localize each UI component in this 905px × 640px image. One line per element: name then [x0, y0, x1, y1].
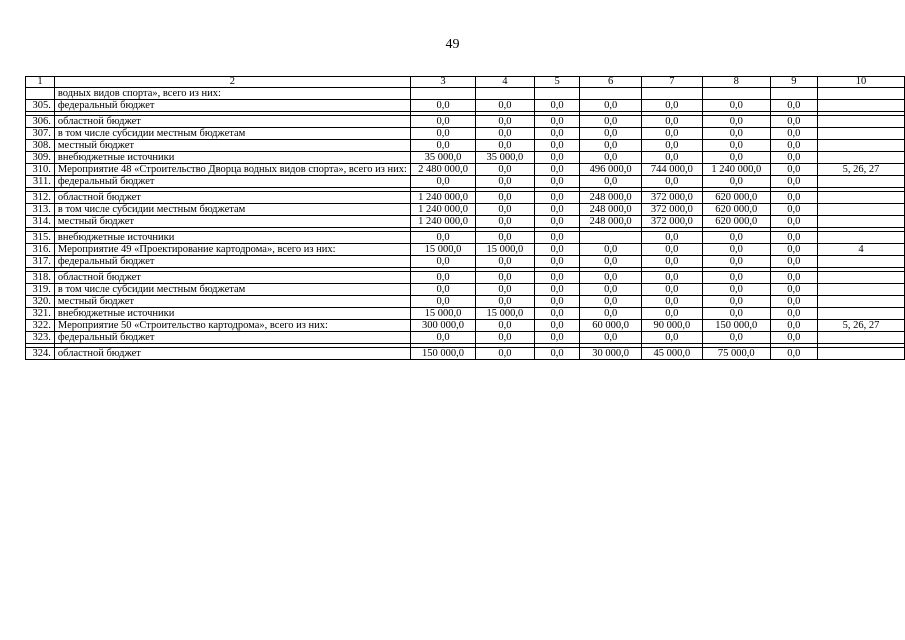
amount-cell: 0,0	[702, 272, 770, 284]
row-name: местный бюджет	[54, 140, 410, 152]
row-name: федеральный бюджет	[54, 332, 410, 344]
column-header: 1	[26, 77, 55, 88]
page-number: 49	[445, 37, 460, 52]
amount-cell: 0,0	[534, 232, 580, 244]
row-number: 313.	[26, 204, 55, 216]
amount-cell: 0,0	[534, 272, 580, 284]
amount-cell: 0,0	[702, 152, 770, 164]
amount-cell: 0,0	[770, 320, 817, 332]
amount-cell: 620 000,0	[702, 216, 770, 228]
amount-cell: 248 000,0	[580, 204, 641, 216]
column-header: 10	[817, 77, 904, 88]
row-name: областной бюджет	[54, 116, 410, 128]
amount-cell: 0,0	[534, 216, 580, 228]
amount-cell: 0,0	[770, 296, 817, 308]
amount-cell: 0,0	[770, 192, 817, 204]
column-header: 6	[580, 77, 641, 88]
amount-cell: 0,0	[410, 284, 475, 296]
row-number: 318.	[26, 272, 55, 284]
amount-cell: 0,0	[770, 308, 817, 320]
amount-cell: 0,0	[410, 296, 475, 308]
amount-cell: 1 240 000,0	[410, 216, 475, 228]
row-name: водных видов спорта», всего из них:	[54, 88, 410, 100]
column-header: 2	[54, 77, 410, 88]
table-row	[26, 152, 905, 164]
row-number	[26, 88, 55, 100]
amount-cell: 0,0	[534, 116, 580, 128]
amount-cell: 0,0	[534, 320, 580, 332]
amount-cell: 0,0	[476, 256, 535, 268]
reference-cell	[817, 140, 904, 152]
table-row	[26, 140, 905, 152]
row-name: в том числе субсидии местным бюджетам	[54, 204, 410, 216]
column-header: 9	[770, 77, 817, 88]
table-row	[26, 176, 905, 188]
amount-cell: 0,0	[410, 232, 475, 244]
amount-cell: 0,0	[770, 152, 817, 164]
table-row	[26, 296, 905, 308]
reference-cell: 4	[817, 244, 904, 256]
row-number: 317.	[26, 256, 55, 268]
amount-cell: 0,0	[702, 116, 770, 128]
amount-cell: 0,0	[580, 332, 641, 344]
amount-cell: 0,0	[580, 140, 641, 152]
amount-cell: 0,0	[770, 232, 817, 244]
amount-cell: 0,0	[534, 244, 580, 256]
amount-cell: 0,0	[476, 332, 535, 344]
amount-cell: 0,0	[641, 116, 702, 128]
amount-cell: 0,0	[534, 128, 580, 140]
row-name: в том числе субсидии местным бюджетам	[54, 284, 410, 296]
reference-cell	[817, 308, 904, 320]
amount-cell: 372 000,0	[641, 216, 702, 228]
amount-cell: 0,0	[641, 128, 702, 140]
amount-cell: 0,0	[476, 192, 535, 204]
table-row	[26, 216, 905, 228]
amount-cell: 0,0	[534, 192, 580, 204]
row-number: 315.	[26, 232, 55, 244]
amount-cell: 0,0	[476, 320, 535, 332]
amount-cell: 0,0	[770, 128, 817, 140]
table-row	[26, 204, 905, 216]
reference-cell: 5, 26, 27	[817, 164, 904, 176]
amount-cell: 0,0	[534, 176, 580, 188]
reference-cell	[817, 256, 904, 268]
table-row	[26, 320, 905, 332]
amount-cell: 0,0	[580, 152, 641, 164]
amount-cell: 0,0	[580, 116, 641, 128]
row-number: 309.	[26, 152, 55, 164]
amount-cell: 150 000,0	[410, 348, 475, 360]
amount-cell: 0,0	[580, 176, 641, 188]
row-name: областной бюджет	[54, 348, 410, 360]
amount-cell: 0,0	[476, 296, 535, 308]
amount-cell: 0,0	[534, 256, 580, 268]
amount-cell: 372 000,0	[641, 192, 702, 204]
amount-cell: 0,0	[702, 128, 770, 140]
amount-cell: 0,0	[770, 164, 817, 176]
amount-cell: 0,0	[770, 284, 817, 296]
column-header: 8	[702, 77, 770, 88]
column-header: 3	[410, 77, 475, 88]
table-row	[26, 272, 905, 284]
amount-cell: 0,0	[410, 116, 475, 128]
amount-cell: 0,0	[476, 284, 535, 296]
amount-cell	[580, 232, 641, 244]
reference-cell	[817, 128, 904, 140]
amount-cell: 1 240 000,0	[702, 164, 770, 176]
row-number: 319.	[26, 284, 55, 296]
column-header: 4	[476, 77, 535, 88]
amount-cell: 90 000,0	[641, 320, 702, 332]
amount-cell: 0,0	[702, 256, 770, 268]
amount-cell: 1 240 000,0	[410, 204, 475, 216]
reference-cell	[817, 272, 904, 284]
amount-cell: 0,0	[702, 232, 770, 244]
table-row	[26, 284, 905, 296]
amount-cell: 0,0	[476, 232, 535, 244]
amount-cell: 0,0	[580, 308, 641, 320]
amount-cell: 0,0	[702, 100, 770, 112]
row-number: 324.	[26, 348, 55, 360]
amount-cell: 248 000,0	[580, 216, 641, 228]
amount-cell: 0,0	[641, 232, 702, 244]
amount-cell: 496 000,0	[580, 164, 641, 176]
amount-cell: 15 000,0	[476, 244, 535, 256]
reference-cell	[817, 284, 904, 296]
table-row	[26, 332, 905, 344]
reference-cell	[817, 232, 904, 244]
column-header: 5	[534, 77, 580, 88]
row-name: Мероприятие 49 «Проектирование картодрома», всего из них:	[54, 244, 410, 256]
amount-cell: 0,0	[580, 296, 641, 308]
amount-cell: 0,0	[476, 216, 535, 228]
amount-cell: 1 240 000,0	[410, 192, 475, 204]
amount-cell: 0,0	[580, 244, 641, 256]
amount-cell: 0,0	[476, 128, 535, 140]
amount-cell: 0,0	[770, 116, 817, 128]
table-row	[26, 192, 905, 204]
amount-cell: 0,0	[534, 100, 580, 112]
row-name: областной бюджет	[54, 192, 410, 204]
reference-cell	[817, 296, 904, 308]
row-name: внебюджетные источники	[54, 152, 410, 164]
amount-cell: 0,0	[534, 140, 580, 152]
amount-cell: 0,0	[641, 296, 702, 308]
amount-cell: 0,0	[770, 348, 817, 360]
amount-cell: 0,0	[702, 308, 770, 320]
amount-cell: 0,0	[641, 152, 702, 164]
reference-cell: 5, 26, 27	[817, 320, 904, 332]
amount-cell: 35 000,0	[410, 152, 475, 164]
amount-cell: 0,0	[641, 140, 702, 152]
amount-cell: 2 480 000,0	[410, 164, 475, 176]
table-row	[26, 100, 905, 112]
amount-cell: 0,0	[410, 100, 475, 112]
row-name: местный бюджет	[54, 216, 410, 228]
amount-cell: 0,0	[410, 256, 475, 268]
amount-cell: 0,0	[641, 256, 702, 268]
row-number: 306.	[26, 116, 55, 128]
row-name: федеральный бюджет	[54, 100, 410, 112]
amount-cell	[476, 88, 535, 100]
amount-cell: 0,0	[641, 176, 702, 188]
amount-cell: 0,0	[476, 348, 535, 360]
amount-cell: 0,0	[580, 128, 641, 140]
row-number: 314.	[26, 216, 55, 228]
amount-cell: 0,0	[702, 140, 770, 152]
amount-cell: 45 000,0	[641, 348, 702, 360]
table-row	[26, 348, 905, 360]
reference-cell	[817, 216, 904, 228]
amount-cell: 0,0	[702, 244, 770, 256]
amount-cell: 0,0	[534, 332, 580, 344]
amount-cell: 0,0	[641, 244, 702, 256]
reference-cell	[817, 176, 904, 188]
amount-cell	[770, 88, 817, 100]
row-number: 320.	[26, 296, 55, 308]
amount-cell: 0,0	[702, 284, 770, 296]
reference-cell	[817, 332, 904, 344]
amount-cell: 0,0	[580, 256, 641, 268]
row-number: 321.	[26, 308, 55, 320]
table-row	[26, 116, 905, 128]
amount-cell: 0,0	[580, 284, 641, 296]
amount-cell: 744 000,0	[641, 164, 702, 176]
amount-cell: 620 000,0	[702, 204, 770, 216]
row-name: Мероприятие 50 «Строительство картодрома», всего из них:	[54, 320, 410, 332]
amount-cell: 0,0	[476, 100, 535, 112]
amount-cell: 30 000,0	[580, 348, 641, 360]
amount-cell: 0,0	[770, 100, 817, 112]
amount-cell: 0,0	[702, 332, 770, 344]
reference-cell	[817, 88, 904, 100]
row-name: местный бюджет	[54, 296, 410, 308]
amount-cell: 0,0	[702, 296, 770, 308]
amount-cell: 150 000,0	[702, 320, 770, 332]
row-number: 308.	[26, 140, 55, 152]
amount-cell: 0,0	[476, 176, 535, 188]
amount-cell: 0,0	[476, 204, 535, 216]
row-name: внебюджетные источники	[54, 232, 410, 244]
amount-cell: 0,0	[410, 128, 475, 140]
amount-cell: 300 000,0	[410, 320, 475, 332]
amount-cell: 75 000,0	[702, 348, 770, 360]
row-number: 322.	[26, 320, 55, 332]
reference-cell	[817, 204, 904, 216]
amount-cell: 0,0	[476, 140, 535, 152]
amount-cell: 0,0	[534, 204, 580, 216]
amount-cell	[641, 88, 702, 100]
column-header: 7	[641, 77, 702, 88]
amount-cell: 0,0	[641, 284, 702, 296]
amount-cell: 620 000,0	[702, 192, 770, 204]
amount-cell: 0,0	[770, 140, 817, 152]
budget-table	[25, 76, 905, 360]
amount-cell	[580, 88, 641, 100]
amount-cell: 0,0	[534, 284, 580, 296]
amount-cell: 15 000,0	[476, 308, 535, 320]
row-number: 316.	[26, 244, 55, 256]
amount-cell: 0,0	[770, 216, 817, 228]
amount-cell: 372 000,0	[641, 204, 702, 216]
amount-cell: 0,0	[534, 348, 580, 360]
amount-cell: 0,0	[410, 332, 475, 344]
amount-cell: 0,0	[580, 272, 641, 284]
amount-cell: 0,0	[410, 272, 475, 284]
row-name: федеральный бюджет	[54, 256, 410, 268]
table-row	[26, 232, 905, 244]
table-row	[26, 128, 905, 140]
amount-cell: 0,0	[770, 256, 817, 268]
amount-cell: 15 000,0	[410, 308, 475, 320]
row-name: областной бюджет	[54, 272, 410, 284]
amount-cell: 0,0	[641, 308, 702, 320]
row-number: 305.	[26, 100, 55, 112]
reference-cell	[817, 192, 904, 204]
amount-cell: 0,0	[641, 272, 702, 284]
amount-cell	[702, 88, 770, 100]
amount-cell: 0,0	[534, 152, 580, 164]
table-row	[26, 308, 905, 320]
row-name: внебюджетные источники	[54, 308, 410, 320]
amount-cell: 0,0	[770, 204, 817, 216]
amount-cell: 0,0	[770, 244, 817, 256]
table-row	[26, 88, 905, 100]
amount-cell: 0,0	[770, 272, 817, 284]
table-row	[26, 244, 905, 256]
reference-cell	[817, 152, 904, 164]
amount-cell: 0,0	[770, 332, 817, 344]
amount-cell: 35 000,0	[476, 152, 535, 164]
amount-cell: 0,0	[702, 176, 770, 188]
row-name: федеральный бюджет	[54, 176, 410, 188]
row-number: 312.	[26, 192, 55, 204]
row-number: 323.	[26, 332, 55, 344]
amount-cell: 0,0	[580, 100, 641, 112]
table-body	[26, 88, 905, 360]
table-header-row	[26, 77, 905, 88]
row-name: Мероприятие 48 «Строительство Дворца водных видов спорта», всего из них:	[54, 164, 410, 176]
reference-cell	[817, 100, 904, 112]
table-row	[26, 256, 905, 268]
reference-cell	[817, 348, 904, 360]
amount-cell: 0,0	[476, 116, 535, 128]
amount-cell: 248 000,0	[580, 192, 641, 204]
amount-cell: 0,0	[534, 308, 580, 320]
table-row	[26, 164, 905, 176]
amount-cell: 0,0	[641, 332, 702, 344]
amount-cell: 0,0	[534, 296, 580, 308]
row-number: 311.	[26, 176, 55, 188]
amount-cell: 0,0	[410, 140, 475, 152]
amount-cell: 60 000,0	[580, 320, 641, 332]
amount-cell: 0,0	[534, 164, 580, 176]
amount-cell: 15 000,0	[410, 244, 475, 256]
amount-cell	[534, 88, 580, 100]
amount-cell: 0,0	[770, 176, 817, 188]
amount-cell: 0,0	[476, 164, 535, 176]
row-number: 310.	[26, 164, 55, 176]
row-number: 307.	[26, 128, 55, 140]
amount-cell: 0,0	[641, 100, 702, 112]
reference-cell	[817, 116, 904, 128]
amount-cell: 0,0	[476, 272, 535, 284]
amount-cell: 0,0	[410, 176, 475, 188]
amount-cell	[410, 88, 475, 100]
row-name: в том числе субсидии местным бюджетам	[54, 128, 410, 140]
